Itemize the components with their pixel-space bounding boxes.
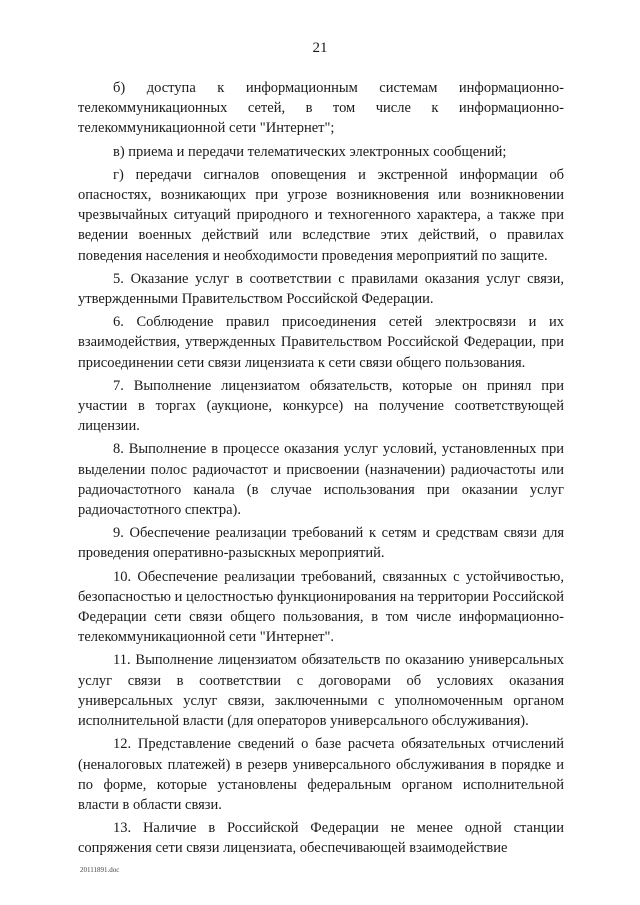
paragraph-12: 12. Представление сведений о базе расчета обязательных отчислений (неналоговых платежей) в резерв универсального обслуживания в порядке и по форме, которые установлены федеральным органом исполнительной власти в области связи. (78, 736, 564, 813)
paragraph-6: 6. Соблюдение правил присоединения сетей электросвязи и их взаимодействия, утвержденных Правительством Российской Федерации, при присоединении сети связи лицензиата к сети связи общего пользования. (78, 314, 564, 371)
paragraph-item-b: б) доступа к информационным системам информационно-телекоммуникационных сетей, в том числе к информационно-телекоммуникационной сети "Интернет"; (78, 80, 564, 137)
paragraph-5: 5. Оказание услуг в соответствии с правилами оказания услуг связи, утвержденными Правительством Российской Федерации. (78, 270, 564, 308)
paragraph-10: 10. Обеспечение реализации требований, связанных с устойчивостью, безопасностью и целостностью функционирования на территории Российской Федерации сети связи общего пользования, в том числе информационно-телекоммуникационной сети "Интернет". (78, 568, 564, 646)
paragraph-8: 8. Выполнение в процессе оказания услуг условий, установленных при выделении полос радиочастот и присвоении (назначении) радиочастоты или радиочастотного канала (в случае использования при оказании услуг радиочастотного спектра). (78, 441, 564, 519)
paragraph-7: 7. Выполнение лицензиатом обязательств, которые он принял при участии в торгах (аукционе, конкурсе) на получение соответствующей лицензии. (78, 377, 564, 435)
paragraph-11: 11. Выполнение лицензиатом обязательств по оказанию универсальных услуг связи в соответствии с договорами об условиях оказания универсальных услуг связи, заключенными с уполномоченным органом исполнительной власти (для операторов универсального обслуживания). (78, 652, 564, 730)
paragraph-9: 9. Обеспечение реализации требований к сетям и средствам связи для проведения оперативно-разыскных мероприятий. (78, 525, 564, 562)
document-body (78, 78, 564, 862)
paragraph-item-g: г) передачи сигналов оповещения и экстренной информации об опасностях, возникающих при угрозе возникновения или возникновении чрезвычайных ситуаций природного и техногенного характера, а также при ведении военных действий или вследствие этих действий, о правилах поведения населения и необходимости проведения мероприятий по защите. (78, 166, 564, 264)
paragraph-13: 13. Наличие в Российской Федерации не менее одной станции сопряжения сети связи лицензиата, обеспечивающей взаимодействие (78, 820, 564, 857)
footer-filename: 20111891.doc (80, 866, 120, 874)
paragraph-item-v: в) приема и передачи телематических электронных сообщений; (113, 143, 507, 160)
page-number: 21 (312, 40, 328, 56)
